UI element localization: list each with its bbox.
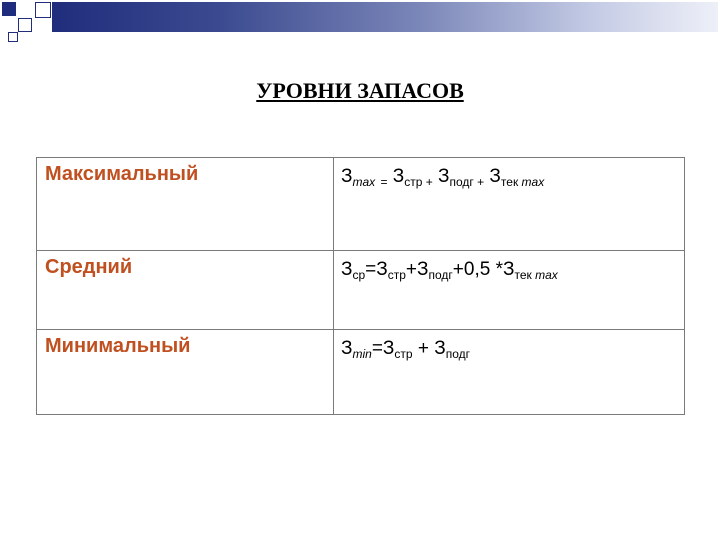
deco-square-4 (8, 32, 18, 42)
formula-subscript: стр + (404, 175, 433, 189)
formula-text (341, 166, 544, 187)
formula-symbol: + З (412, 338, 446, 359)
table-row (37, 330, 685, 415)
formula-subscript: ср (352, 268, 366, 282)
formula-text (341, 338, 470, 359)
formula-text (341, 259, 558, 280)
formula-symbol: +З (405, 259, 429, 280)
level-name: Средний (37, 251, 334, 330)
level-name: Максимальный (37, 158, 334, 251)
formula-symbol: =З (371, 338, 395, 359)
deco-square-1 (2, 2, 16, 16)
deco-gradient-bar (52, 2, 718, 32)
header-decoration (0, 0, 720, 40)
formula-symbol: З (341, 338, 353, 359)
formula-subscript: подг (428, 268, 453, 282)
formula-symbol: З (432, 166, 450, 187)
formula-subscript: max (352, 175, 376, 189)
level-formula (334, 158, 685, 251)
formula-subscript: max (521, 175, 545, 189)
page-title: УРОВНИ ЗАПАСОВ (256, 78, 464, 103)
formula-subscript: min (352, 347, 372, 361)
stock-levels-table (36, 157, 685, 415)
formula-symbol: З (341, 259, 353, 280)
table-row (37, 251, 685, 330)
table-row (37, 158, 685, 251)
formula-subscript: подг (445, 347, 471, 361)
formula-subscript: = (380, 175, 388, 189)
formula-subscript: стр (387, 268, 406, 282)
formula-symbol: З (387, 166, 405, 187)
formula-subscript: подг + (449, 175, 485, 189)
deco-square-2 (18, 18, 32, 32)
formula-symbol: =З (365, 259, 388, 280)
level-name: Минимальный (37, 330, 334, 415)
level-formula (334, 251, 685, 330)
formula-symbol: З (341, 166, 353, 187)
level-formula (334, 330, 685, 415)
formula-subscript: тек (500, 175, 522, 189)
formula-subscript: тек (514, 268, 536, 282)
formula-symbol: З (484, 166, 501, 187)
deco-square-3 (35, 2, 51, 18)
formula-symbol: +0,5 *З (452, 259, 515, 280)
formula-subscript: стр (394, 347, 413, 361)
formula-subscript: max (535, 268, 558, 282)
